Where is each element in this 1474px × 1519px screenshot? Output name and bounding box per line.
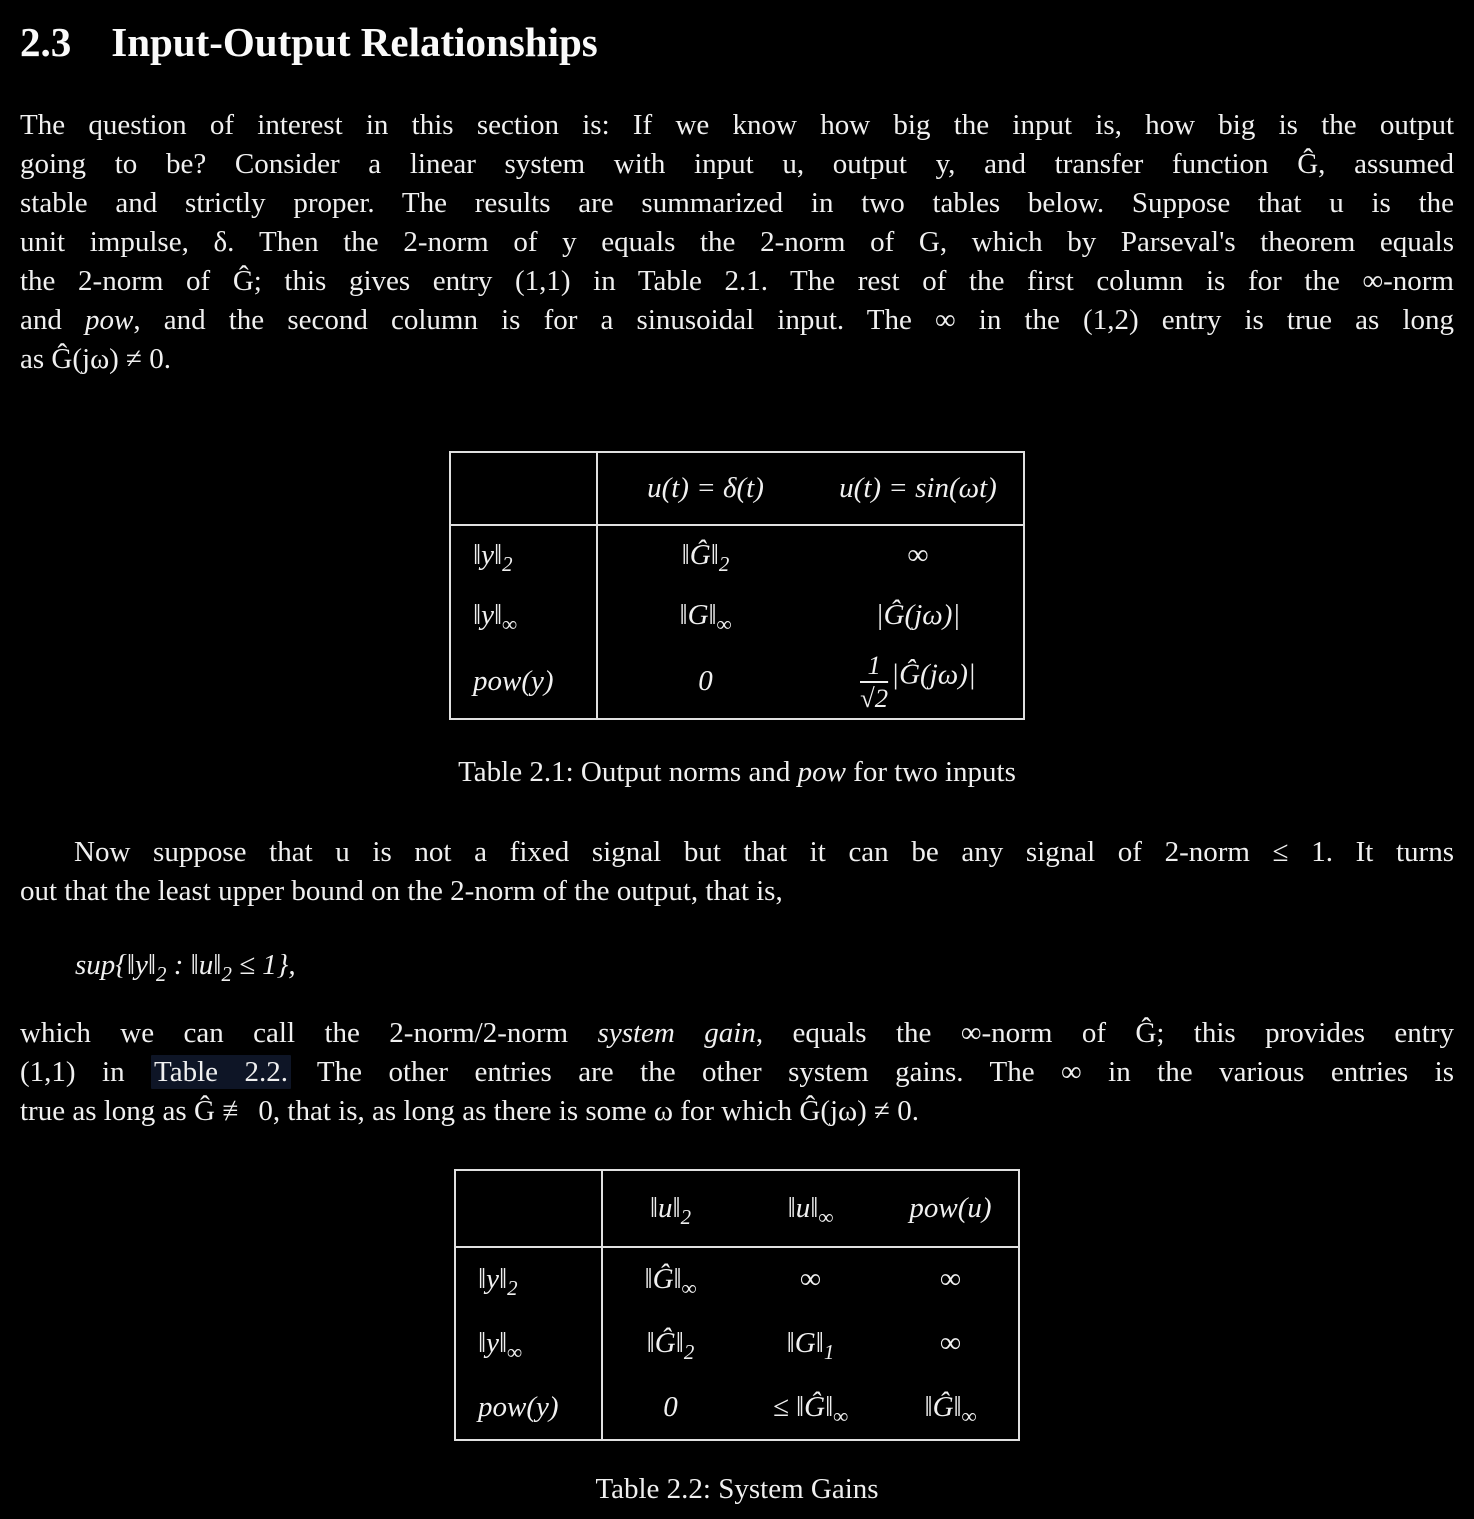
- table-cell: [602, 1311, 738, 1375]
- text-segment: (1,1) in: [20, 1056, 152, 1088]
- math-expr: ‖y‖: [473, 539, 503, 571]
- table-cell: [813, 645, 1024, 719]
- fraction-denominator: [860, 683, 888, 712]
- subscript: 2: [156, 961, 167, 986]
- italic-word-pow: pow: [85, 304, 134, 336]
- subscript: 2: [718, 551, 730, 576]
- subscript: 2: [221, 961, 232, 986]
- table-2-1-caption: [20, 756, 1454, 789]
- column-header-uinf: [738, 1170, 883, 1247]
- fraction: [860, 651, 888, 711]
- section-heading: [20, 18, 1454, 66]
- subscript: ∞: [681, 1275, 697, 1300]
- column-header-sinusoid: [813, 452, 1024, 525]
- text-line: The question of interest in this section is: If we know how big the input is, how big is the output: [20, 109, 1454, 141]
- math-expr: ‖u‖: [649, 1192, 681, 1224]
- subscript: 2: [683, 1339, 695, 1364]
- math-expr: pow(y): [473, 665, 554, 697]
- row-label: [455, 1375, 602, 1440]
- text-line: [20, 1053, 1454, 1092]
- row-label: [450, 525, 597, 585]
- math-expr: ‖Ĝ‖: [646, 1326, 684, 1359]
- text-line: [20, 301, 1454, 340]
- subscript: 2: [680, 1204, 692, 1229]
- text-line: stable and strictly proper. The results are summarized in two tables below. Suppose that u is the: [20, 187, 1454, 219]
- text-line: out that the least upper bound on the 2-norm of the output, that is,: [20, 875, 783, 907]
- math-expr: ∞: [940, 1263, 961, 1295]
- math-expr: sup{‖y‖: [75, 949, 157, 981]
- row-label: [450, 585, 597, 645]
- math-expr: ≤ ‖Ĝ‖: [772, 1390, 834, 1423]
- text-segment: and: [20, 304, 86, 336]
- math-expr: |Ĝ(jω)|: [875, 598, 961, 631]
- text-line: as Ĝ(jω) ≠ 0.: [20, 343, 171, 375]
- table-2-1-wrap: [20, 451, 1454, 720]
- text-line: going to be? Consider a linear system with input u, output y, and transfer function Ĝ, assumed: [20, 148, 1454, 180]
- math-expr: ‖Ĝ‖: [924, 1390, 962, 1423]
- paragraph-1: [20, 106, 1454, 379]
- radicand: 2: [874, 682, 889, 713]
- row-label: [455, 1311, 602, 1375]
- text-segment: which we can call the 2-norm/2-norm: [20, 1017, 598, 1049]
- fraction-numerator: 1: [860, 651, 888, 682]
- text-line: [20, 1014, 1454, 1053]
- text-line: true as long as Ĝ ≢ 0, that is, as long as there is some ω for which Ĝ(jω) ≠ 0.: [20, 1095, 919, 1127]
- column-header-impulse: [597, 452, 813, 525]
- table-header-row: [455, 1170, 1019, 1247]
- math-expr: ‖y‖: [473, 598, 503, 631]
- table-cell: [813, 585, 1024, 645]
- math-expr: ∞: [800, 1263, 821, 1295]
- section-number: 2.3: [20, 19, 72, 65]
- column-header-powu: [883, 1170, 1019, 1247]
- math-expr: ‖y‖: [478, 1263, 508, 1295]
- table-row: [450, 585, 1024, 645]
- math-expr: ‖Ĝ‖: [681, 539, 719, 571]
- table-row: [450, 645, 1024, 719]
- caption-text: Table 2.1: Output norms and: [458, 756, 798, 788]
- math-expr: ≤ 1},: [231, 949, 296, 981]
- math-expr: ‖G‖: [786, 1326, 824, 1359]
- math-expr: : ‖u‖: [166, 949, 222, 981]
- table-cell: [597, 585, 813, 645]
- italic-system-gain: system gain: [597, 1017, 756, 1049]
- subscript: ∞: [961, 1403, 977, 1428]
- subscript: ∞: [502, 611, 518, 636]
- equation-sup-norm: [75, 949, 1454, 986]
- math-expr: ∞: [907, 539, 929, 571]
- table-2-2-wrap: [20, 1169, 1454, 1441]
- row-label: [455, 1247, 602, 1311]
- table-2-2-link[interactable]: Table 2.2.: [151, 1055, 291, 1089]
- table-corner-cell: [455, 1170, 602, 1247]
- table-cell: [602, 1375, 738, 1440]
- math-expr: ‖G‖: [679, 598, 717, 631]
- math-expr: 0: [663, 1390, 678, 1423]
- subscript: 2: [507, 1275, 518, 1300]
- text-line: unit impulse, δ. Then the 2-norm of y equals the 2-norm of G, which by Parseval's theorem equals: [20, 226, 1454, 258]
- table-2-2-caption: Table 2.2: System Gains: [595, 1473, 879, 1505]
- text-segment: The other entries are the other system gains. The ∞ in the various entries is: [291, 1056, 1454, 1088]
- subscript: 2: [502, 551, 513, 576]
- math-expr: ∞: [940, 1326, 961, 1359]
- text-segment: , and the second column is for a sinusoidal input. The ∞ in the (1,2) entry is true as long: [133, 304, 1454, 336]
- column-header-u2: [602, 1170, 738, 1247]
- table-cell: [883, 1247, 1019, 1311]
- table-cell: [738, 1375, 883, 1440]
- table-cell: [738, 1247, 883, 1311]
- table-header-row: [450, 452, 1024, 525]
- caption-text: for two inputs: [845, 756, 1016, 788]
- table-cell: [883, 1311, 1019, 1375]
- math-expr: pow(u): [909, 1192, 992, 1224]
- table-cell: [597, 525, 813, 585]
- table-2-1: [449, 451, 1025, 720]
- math-expr: ‖u‖: [787, 1192, 819, 1224]
- math-expr: u(t) = sin(ωt): [839, 472, 997, 504]
- table-row: [450, 525, 1024, 585]
- table-cell: [597, 645, 813, 719]
- table-cell: [813, 525, 1024, 585]
- math-expr: ‖y‖: [478, 1326, 508, 1359]
- section-title: Input-Output Relationships: [111, 19, 598, 65]
- math-expr: pow(y): [478, 1390, 559, 1423]
- text-segment: , equals the ∞-norm of Ĝ; this provides entry: [755, 1017, 1455, 1049]
- table-row: [455, 1311, 1019, 1375]
- math-expr: ‖Ĝ‖: [644, 1263, 682, 1295]
- paragraph-3: [20, 1014, 1454, 1131]
- subscript: ∞: [818, 1204, 834, 1229]
- table-cell: [602, 1247, 738, 1311]
- caption-italic-pow: pow: [797, 756, 846, 788]
- row-label: [450, 645, 597, 719]
- table-2-2: [454, 1169, 1020, 1441]
- table-row: [455, 1375, 1019, 1440]
- table-cell: [738, 1311, 883, 1375]
- math-expr: u(t) = δ(t): [647, 472, 764, 504]
- radical-sign: √: [860, 682, 875, 713]
- text-line: the 2-norm of Ĝ; this gives entry (1,1) in Table 2.1. The rest of the first column is for the ∞-norm: [20, 265, 1454, 297]
- subscript: 1: [823, 1339, 835, 1364]
- subscript: ∞: [716, 611, 732, 636]
- math-expr: |Ĝ(jω)|: [891, 658, 976, 691]
- table-corner-cell: [450, 452, 597, 525]
- math-expr: 0: [698, 665, 713, 697]
- paragraph-2: [20, 833, 1454, 911]
- subscript: ∞: [507, 1339, 523, 1364]
- subscript: ∞: [833, 1403, 849, 1428]
- table-cell: [883, 1375, 1019, 1440]
- text-line: Now suppose that u is not a fixed signal but that it can be any signal of 2-norm ≤ 1. It turns: [74, 836, 1454, 868]
- table-row: [455, 1247, 1019, 1311]
